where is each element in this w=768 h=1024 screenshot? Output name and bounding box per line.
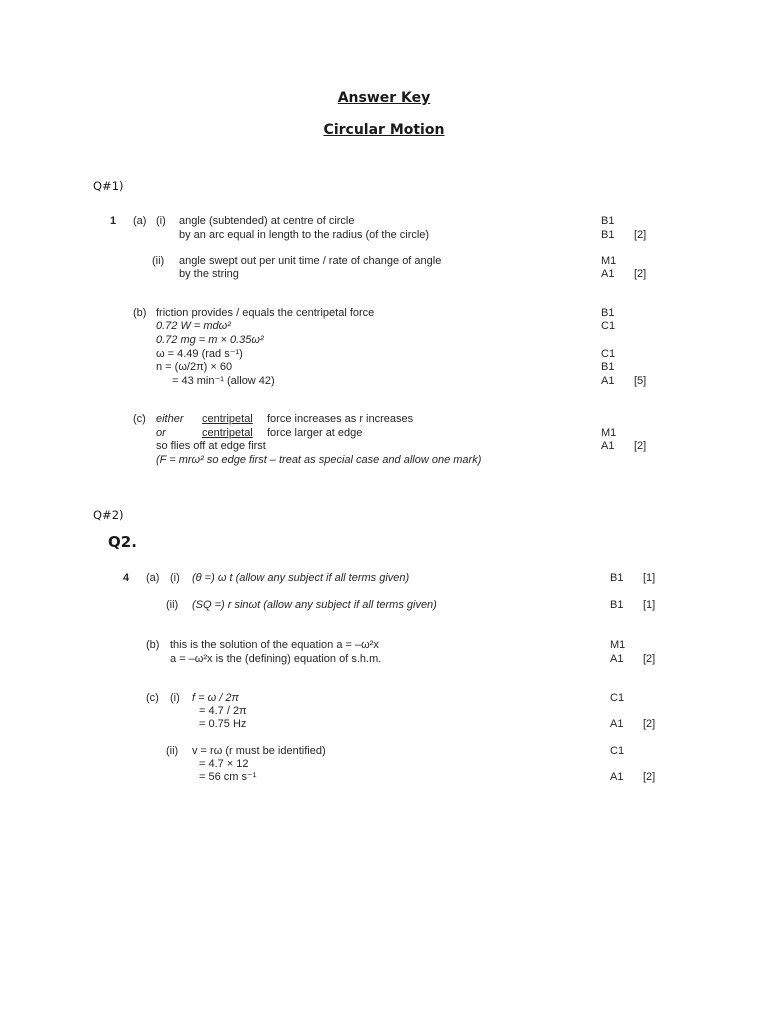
q2-part-c: (c) (146, 692, 159, 704)
q1-c-mark1: M1 (601, 427, 617, 439)
q2-c-i-line1: f = ω / 2π (192, 692, 239, 704)
q1-c-mark2: A1 (601, 440, 615, 452)
q1-a-ii-label: (ii) (152, 255, 165, 267)
page-title: Answer Key (337, 90, 431, 106)
q1-b-line4: ω = 4.49 (rad s⁻¹) (156, 348, 243, 360)
q1-a-i-line2: by an arc equal in length to the radius (of the circle) (179, 229, 430, 241)
question-1-label: Q#1) (93, 179, 124, 193)
q2-part-b: (b) (146, 639, 160, 651)
q2-a-i-mark: B1 (610, 572, 624, 584)
q2-a-ii-mark: B1 (610, 599, 624, 611)
q1-number: 1 (110, 215, 117, 227)
q1-part-b: (b) (133, 307, 147, 319)
q2-b-line1: this is the solution of the equation a = –ω²x (170, 639, 379, 651)
q1-c-word2: centripetal (202, 427, 253, 439)
q1-b-mark4: B1 (601, 361, 615, 373)
q1-a-ii-mark1: M1 (601, 255, 617, 267)
q2-b-mark1: M1 (610, 639, 626, 651)
q1-a-i-mark1: B1 (601, 215, 615, 227)
q1-a-ii-line1: angle swept out per unit time / rate of change of angle (179, 255, 442, 267)
q2-c-ii-mark2: A1 (610, 771, 624, 783)
q1-c-word1: centripetal (202, 413, 253, 425)
q1-b-mark5: A1 (601, 375, 615, 387)
q1-a-ii-total: [2] (634, 268, 647, 280)
q2-a-i-label: (i) (170, 572, 180, 584)
question-2-label: Q#2) (93, 508, 124, 522)
q2-a-ii-total: [1] (643, 599, 656, 611)
q2-b-line2: a = –ω²x is the (defining) equation of s.h.m. (170, 653, 382, 665)
q1-b-total: [5] (634, 375, 647, 387)
q2-c-i-line2: = 4.7 / 2π (199, 705, 247, 717)
q2-part-a: (a) (146, 572, 160, 584)
q1-a-ii-mark2: A1 (601, 268, 615, 280)
q1-b-line2: 0.72 W = mdω² (156, 320, 231, 332)
q1-b-line3: 0.72 mg = m × 0.35ω² (156, 334, 264, 346)
q2-c-i-total: [2] (643, 718, 656, 730)
q1-c-line4: (F = mrω² so edge first – treat as special case and allow one mark) (156, 454, 482, 466)
q2-c-i-label: (i) (170, 692, 180, 704)
q1-c-line3: so flies off at edge first (156, 440, 266, 452)
q2-c-i-mark1: C1 (610, 692, 625, 704)
q1-a-i-label: (i) (156, 215, 166, 227)
q1-a-i-line1: angle (subtended) at centre of circle (179, 215, 355, 227)
q2-a-i-total: [1] (643, 572, 656, 584)
q1-part-a: (a) (133, 215, 147, 227)
q2-a-ii-label: (ii) (166, 599, 179, 611)
q2-c-ii-line2: = 4.7 × 12 (199, 758, 249, 770)
q1-c-line1-rest: force increases as r increases (267, 413, 414, 425)
q2-b-mark2: A1 (610, 653, 624, 665)
q1-b-line6: = 43 min⁻¹ (allow 42) (172, 375, 275, 387)
q2-c-ii-line3: = 56 cm s⁻¹ (199, 771, 257, 783)
q2-c-ii-total: [2] (643, 771, 656, 783)
q1-c-total: [2] (634, 440, 647, 452)
q1-c-either: either (156, 413, 184, 425)
q1-a-ii-line2: by the string (179, 268, 239, 280)
q1-b-mark1: B1 (601, 307, 615, 319)
page-subtitle: Circular Motion (323, 122, 445, 138)
q2-a-ii-text: (SQ =) r sinωt (allow any subject if all terms given) (192, 599, 437, 611)
q2-c-ii-label: (ii) (166, 745, 179, 757)
q2-c-i-mark2: A1 (610, 718, 624, 730)
q1-c-line2-rest: force larger at edge (267, 427, 363, 439)
q2-number: 4 (123, 572, 130, 584)
q1-b-mark2: C1 (601, 320, 616, 332)
q1-b-line5: n = (ω/2π) × 60 (156, 361, 233, 373)
q1-part-c: (c) (133, 413, 146, 425)
q2-c-ii-line1: v = rω (r must be identified) (192, 745, 326, 757)
q1-a-i-total: [2] (634, 229, 647, 241)
q1-a-i-mark2: B1 (601, 229, 615, 241)
q2-c-ii-mark1: C1 (610, 745, 625, 757)
q2-b-total: [2] (643, 653, 656, 665)
question-2-heading: Q2. (108, 533, 137, 551)
q2-a-i-text: (θ =) ω t (allow any subject if all terms given) (192, 572, 410, 584)
q1-b-mark3: C1 (601, 348, 616, 360)
q1-b-line1: friction provides / equals the centripetal force (156, 307, 375, 319)
q1-c-or: or (156, 427, 166, 439)
q2-c-i-line3: = 0.75 Hz (199, 718, 247, 730)
